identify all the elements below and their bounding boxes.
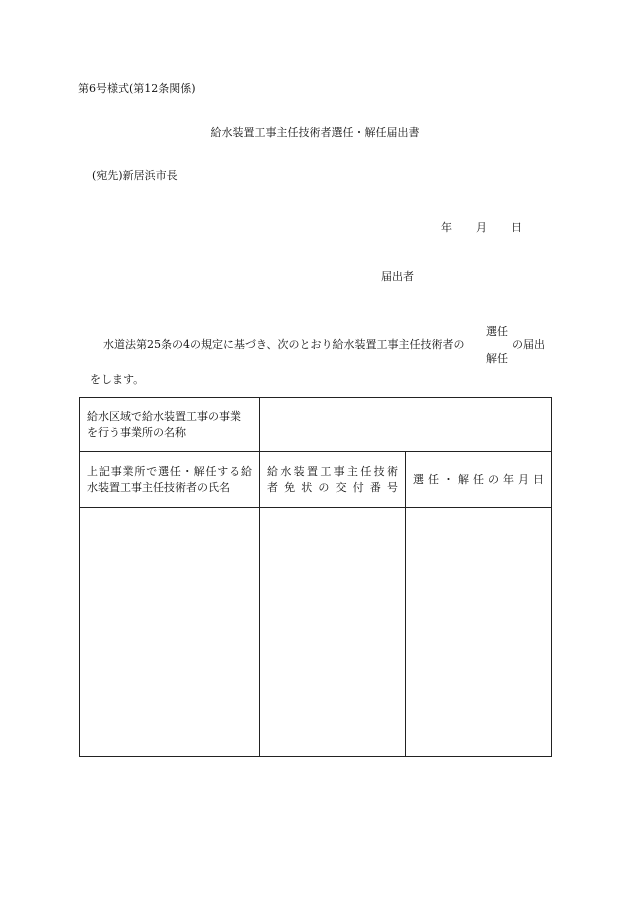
date-line — [441, 219, 522, 235]
office-name-field[interactable] — [260, 398, 552, 452]
addressee: (宛先)新居浜市長 — [92, 169, 178, 182]
header-row — [80, 452, 552, 508]
col-header-name — [80, 452, 260, 508]
appointment-table — [79, 397, 552, 757]
office-label-line1: 給水区域で給水装置工事の事業 — [87, 409, 241, 423]
office-name-label-cell — [80, 398, 260, 452]
col-header-license-line2: 者免状の交付番号 — [267, 480, 398, 494]
option-dismiss: 解任 — [486, 352, 508, 365]
form-number: 第6号様式(第12条関係) — [78, 82, 196, 95]
col-header-date-text: 選任・解任の年月日 — [413, 472, 544, 486]
col-header-name-line2: 水装置工事主任技術者の氏名 — [87, 480, 230, 494]
col-header-license — [260, 452, 406, 508]
entry-name-field[interactable] — [80, 508, 260, 757]
body-text-tail: の届出 — [512, 338, 545, 351]
date-month-label: 月 — [476, 221, 487, 234]
entry-date-field[interactable] — [406, 508, 552, 757]
col-header-name-line1: 上記事業所で選任・解任する給 — [87, 464, 252, 478]
notifier-label: 届出者 — [381, 270, 414, 283]
entry-license-field[interactable] — [260, 508, 406, 757]
col-header-license-line1: 給水装置工事主任技術 — [267, 464, 398, 478]
body-text-line1: 水道法第25条の4の規定に基づき、次のとおり給水装置工事主任技術者の — [103, 338, 465, 351]
body-text-line2: をします。 — [90, 373, 145, 386]
office-row — [80, 398, 552, 452]
date-day-label: 日 — [511, 221, 522, 234]
col-header-date — [406, 452, 552, 508]
option-appoint: 選任 — [486, 325, 508, 338]
entry-row — [80, 508, 552, 757]
office-label-line2: を行う事業所の名称 — [87, 425, 186, 439]
document-title: 給水装置工事主任技術者選任・解任届出書 — [210, 126, 420, 139]
date-year-label: 年 — [441, 221, 452, 234]
